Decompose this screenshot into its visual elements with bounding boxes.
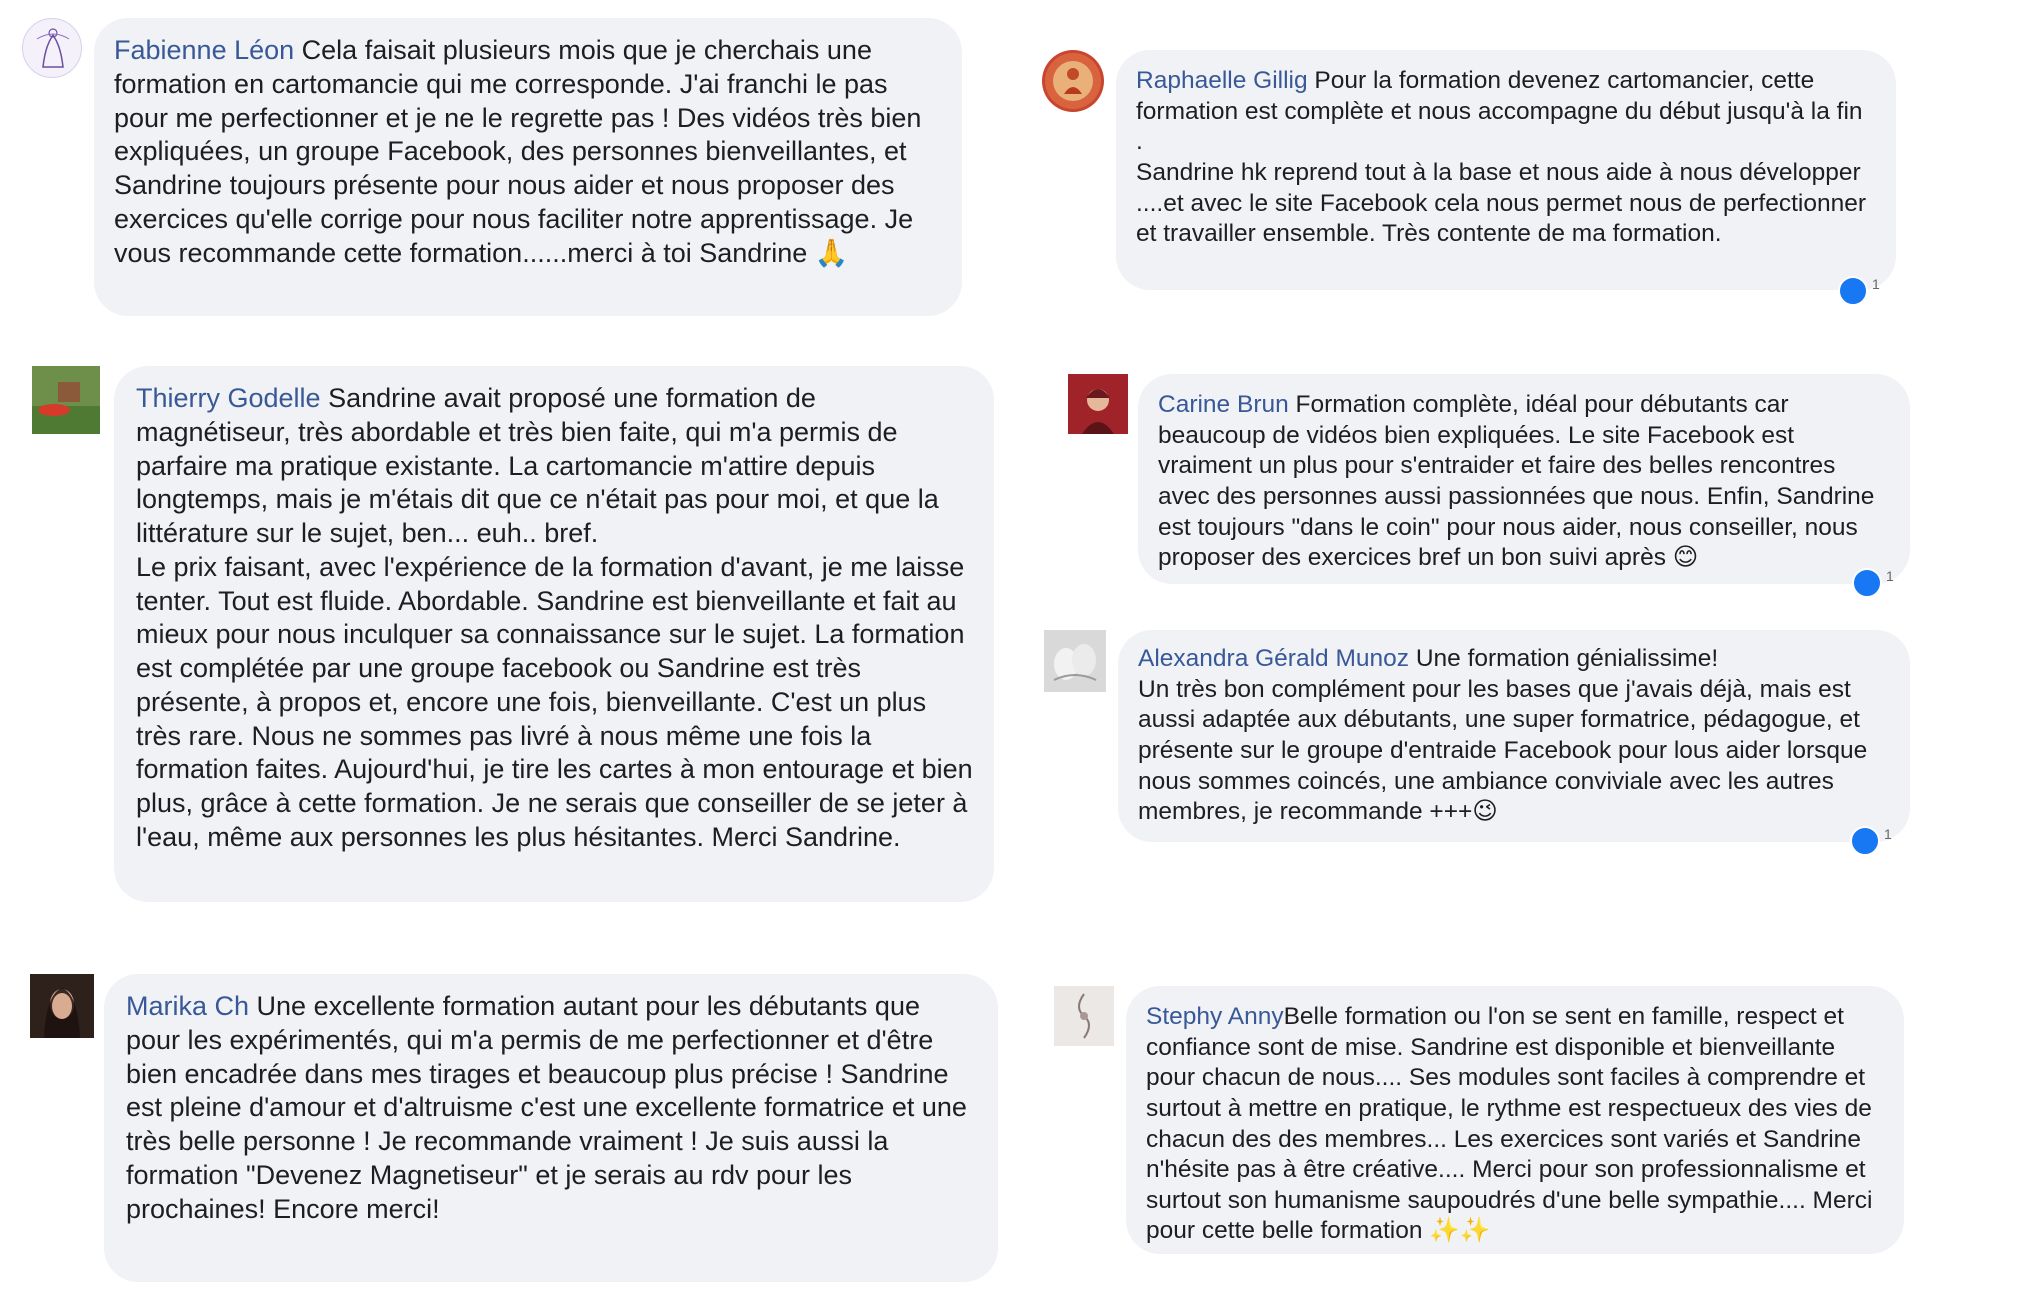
avatar-fabienne-leon[interactable] — [22, 18, 82, 78]
comment-text: Une excellente formation autant pour les débutants que pour les expérimentés, qui m'a permis de me perfectionner et d'être bien encadrée dans mes tirages et beaucoup plus précise ! Sandrine est pleine d'amour et d'altruisme c'est une excellente formatrice et une très belle personne ! Je recommande vraiment ! Je suis aussi la formation "Devenez Magnetiseur" et je serais au rdv pour les prochaines! Encore merci! — [126, 991, 975, 1224]
comment-author-link[interactable]: Thierry Godelle — [136, 383, 321, 413]
comment-text: Cela faisait plusieurs mois que je cherchais une formation en cartomancie qui me corresponde. J'ai franchi le pas pour me perfectionner et je ne le regrette pas ! Des vidéos très bien expliquées, un groupe Facebook, des personnes bienveillantes, et Sandrine toujours présente pour nous aider et nous proposer des exercices qu'elle corrige pour nous faciliter notre apprentissage. Je vous recommande cette formation......merci à toi Sandrine 🙏 — [114, 35, 929, 268]
comment-author-link[interactable]: Carine Brun — [1158, 391, 1289, 418]
avatar-alexandra-gerald-munoz[interactable] — [1044, 630, 1106, 692]
comment-text: Pour la formation devenez cartomancier, cette formation est complète et nous accompagne du début jusqu'à la fin . Sandrine hk reprend tout à la base et nous aide à nous développer ....et avec le site Facebook cela nous permet nous de perfectionner et travailler ensemble. Très contente de ma formation. — [1136, 67, 1866, 248]
comment-author-link[interactable]: Alexandra Gérald Munoz — [1138, 645, 1410, 672]
comment-text: Belle formation ou l'on se sent en famille, respect et confiance sont de mise. Sandrine est disponible et bienveillante pour chacun de nous.... Ses modules sont faciles à comprendre et surtout à mettre en pratique, le rythme est respectueux des vies de chacun des des membres... Les exercices sont variés et Sandrine n'hésite pas à être créative.... Merci pour son professionnalisme et surtout son humanisme saupoudrés d'une belle sympathie.... Merci pour cette belle formation ✨✨ — [1146, 1003, 1880, 1245]
comment-author-link[interactable]: Marika Ch — [126, 991, 250, 1021]
avatar-carine-brun[interactable] — [1068, 374, 1128, 434]
comment-alexandra-gerald-munoz — [1118, 630, 1910, 842]
comment-text: Une formation génialissime! Un très bon complément pour les bases que j'avais déjà, mais est aussi adaptée aux débutants, une super formatrice, pédagogue, et présente sur le groupe d'entraide Facebook pour lous aider lorsque nous sommes coincés, une ambiance conviviale avec les autres membres, je recommande +++😉 — [1138, 645, 1868, 826]
avatar-raphaelle-gillig[interactable] — [1042, 50, 1104, 112]
comment-stephy-anny — [1126, 986, 1904, 1254]
avatar-marika-ch[interactable] — [30, 974, 94, 1038]
reaction-count: 1 — [1886, 568, 1894, 584]
comment-author-link[interactable]: Raphaelle Gillig — [1136, 67, 1308, 94]
comment-text: Formation complète, idéal pour débutants car beaucoup de vidéos bien expliquées. Le site Facebook est vraiment un plus pour s'entraider et faire des belles rencontres avec des personnes aussi passionnées que nous. Enfin, Sandrine est toujours "dans le coin" pour nous aider, nous conseiller, nous proposer des exercices bref un bon suivi après 😊 — [1158, 391, 1882, 572]
comment-author-link[interactable]: Stephy Anny — [1146, 1003, 1284, 1030]
like-icon — [1838, 276, 1868, 306]
reaction-count: 1 — [1872, 276, 1880, 292]
like-icon — [1852, 568, 1882, 598]
like-icon — [1850, 826, 1880, 856]
comment-marika-ch — [104, 974, 998, 1282]
avatar-thierry-godelle[interactable] — [32, 366, 100, 434]
like-reaction[interactable] — [1838, 276, 1880, 292]
comment-raphaelle-gillig — [1116, 50, 1896, 290]
comment-thierry-godelle — [114, 366, 994, 902]
comment-text: Sandrine avait proposé une formation de magnétiseur, très abordable et très bien faite, qui m'a permis de parfaire ma pratique existante. La cartomancie m'attire depuis longtemps, mais je m'étais dit que ce n'était pas pour moi, et que la littérature sur le sujet, ben... euh.. bref. Le prix faisant, avec l'expérience de la formation d'avant, je me laisse tenter. Tout est fluide. Abordable. Sandrine est bienveillante et fait au mieux pour nous inculquer sa connaissance sur le sujet. La formation est complétée par une groupe facebook ou Sandrine est très présente, à propos et, encore une fois, bienveillante. C'est un plus très rare. Nous ne sommes pas livré à nous même une fois la formation faites. Aujourd'hui, je tire les cartes à mon entourage et bien plus, grâce à cette formation. Je ne serais que conseiller de se jeter à l'eau, même aux personnes les plus hésitantes. Merci Sandrine. — [136, 383, 973, 852]
like-reaction[interactable] — [1852, 568, 1894, 584]
like-reaction[interactable] — [1850, 826, 1892, 842]
comment-carine-brun — [1138, 374, 1910, 584]
reaction-count: 1 — [1884, 826, 1892, 842]
avatar-stephy-anny[interactable] — [1054, 986, 1114, 1046]
comment-fabienne-leon — [94, 18, 962, 316]
comment-author-link[interactable]: Fabienne Léon — [114, 35, 295, 65]
